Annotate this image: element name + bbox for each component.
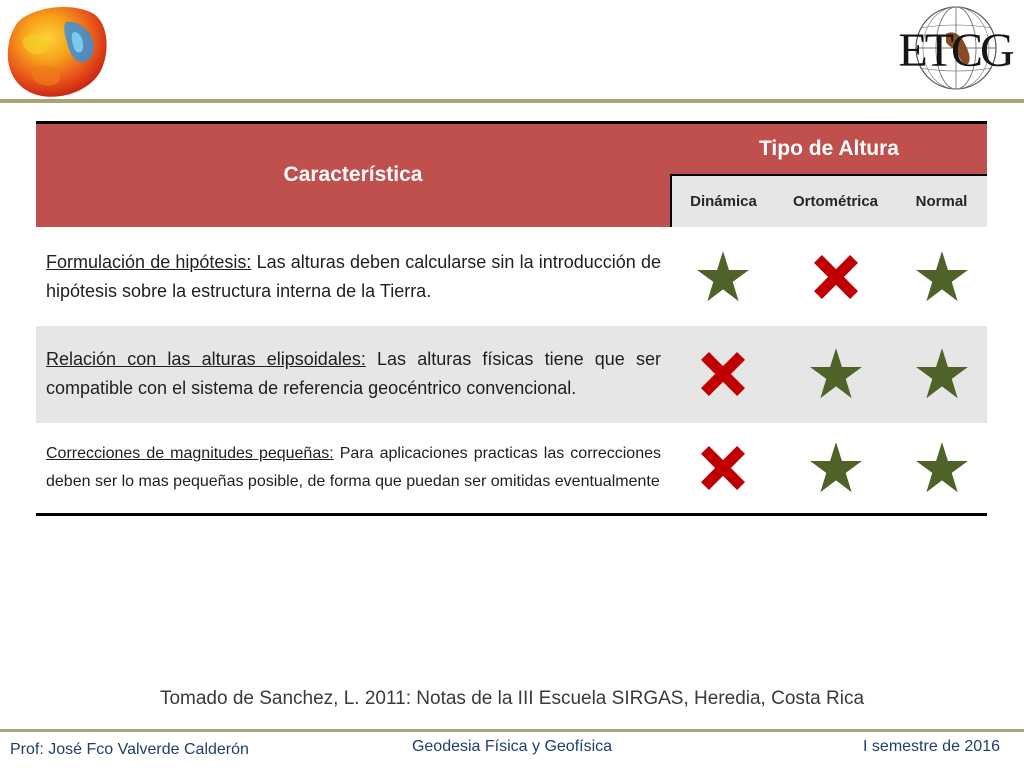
svg-text:ETCG: ETCG (898, 24, 1012, 77)
star-icon (915, 347, 969, 401)
star-icon (809, 347, 863, 401)
header-caracteristica: Característica (36, 123, 671, 228)
star-icon (696, 250, 750, 304)
header-tipo-altura: Tipo de Altura (671, 123, 987, 175)
mark-cell (671, 228, 775, 326)
header-ortometrica: Ortométrica (775, 175, 896, 228)
source-citation: Tomado de Sanchez, L. 2011: Notas de la III Escuela SIRGAS, Heredia, Costa Rica (159, 688, 865, 709)
row-text: Para aplicaciones practicas las correcciones deben ser lo mas pequeñas posible, de forma que puedan ser omitidas eventualmente (46, 444, 662, 490)
table-row (36, 423, 987, 515)
cross-icon (701, 350, 745, 398)
table-row (36, 326, 987, 423)
mark-cell (896, 423, 987, 515)
etcg-logo (888, 4, 1022, 92)
header-normal: Normal (896, 175, 987, 228)
bottom-rule (0, 729, 1024, 732)
star-icon (809, 441, 863, 495)
mark-cell (896, 326, 987, 423)
geoid-logo (4, 2, 110, 100)
top-rule (0, 99, 1024, 103)
header-dinamica: Dinámica (671, 175, 775, 228)
cross-icon (701, 444, 745, 492)
height-types-table (36, 121, 987, 516)
mark-cell (775, 228, 896, 326)
footer-term: I semestre de 2016 (863, 738, 1000, 755)
row-description (36, 423, 671, 515)
footer-author: Prof: José Fco Valverde Calderón (10, 741, 249, 758)
mark-cell (775, 326, 896, 423)
row-term: Relación con las alturas elipsoidales: (46, 349, 366, 369)
row-description (36, 326, 671, 423)
cross-icon (814, 253, 858, 301)
mark-cell (671, 326, 775, 423)
mark-cell (896, 228, 987, 326)
star-icon (915, 250, 969, 304)
mark-cell (775, 423, 896, 515)
row-term: Correcciones de magnitudes pequeñas: (46, 444, 334, 462)
mark-cell (671, 423, 775, 515)
table-row (36, 228, 987, 326)
row-description (36, 228, 671, 326)
footer-course: Geodesia Física y Geofísica (411, 738, 613, 755)
row-term: Formulación de hipótesis: (46, 252, 252, 272)
row-text: Las alturas físicas tiene que ser compatible con el sistema de referencia geocéntrico convencional. (46, 349, 661, 398)
star-icon (915, 441, 969, 495)
row-text: Las alturas deben calcularse sin la introducción de hipótesis sobre la estructura interna de la Tierra. (46, 252, 661, 301)
